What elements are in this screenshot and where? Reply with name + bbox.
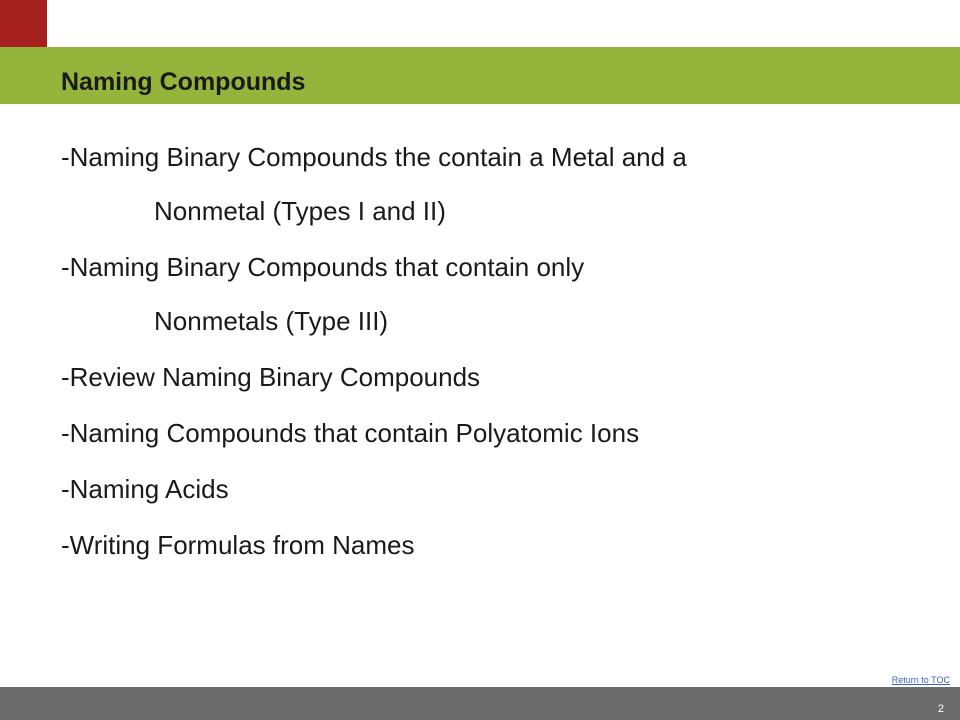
list-item-line: -Review Naming Binary Compounds xyxy=(61,362,481,392)
list-item-line: -Naming Compounds that contain Polyatomic Ions xyxy=(61,418,640,448)
content-list xyxy=(61,140,941,584)
return-to-toc-link[interactable]: Return to TOC xyxy=(891,675,950,685)
list-item-line: -Naming Binary Compounds the contain a Metal and a xyxy=(61,142,687,172)
accent-square xyxy=(0,0,47,47)
list-item xyxy=(61,250,941,338)
footer-bar xyxy=(0,687,960,720)
slide-title: Naming Compounds xyxy=(61,68,306,96)
page-number: 2 xyxy=(937,703,944,715)
list-item xyxy=(61,528,941,562)
list-item-line: -Naming Binary Compounds that contain only xyxy=(61,252,585,282)
list-item-continuation: Nonmetal (Types I and II) xyxy=(154,196,446,226)
list-item xyxy=(61,360,941,394)
list-item xyxy=(61,416,941,450)
list-item xyxy=(61,472,941,506)
list-item-line: -Naming Acids xyxy=(61,474,229,504)
list-item xyxy=(61,140,941,228)
list-item-line: -Writing Formulas from Names xyxy=(61,530,415,560)
list-item-continuation: Nonmetals (Type III) xyxy=(154,306,389,336)
